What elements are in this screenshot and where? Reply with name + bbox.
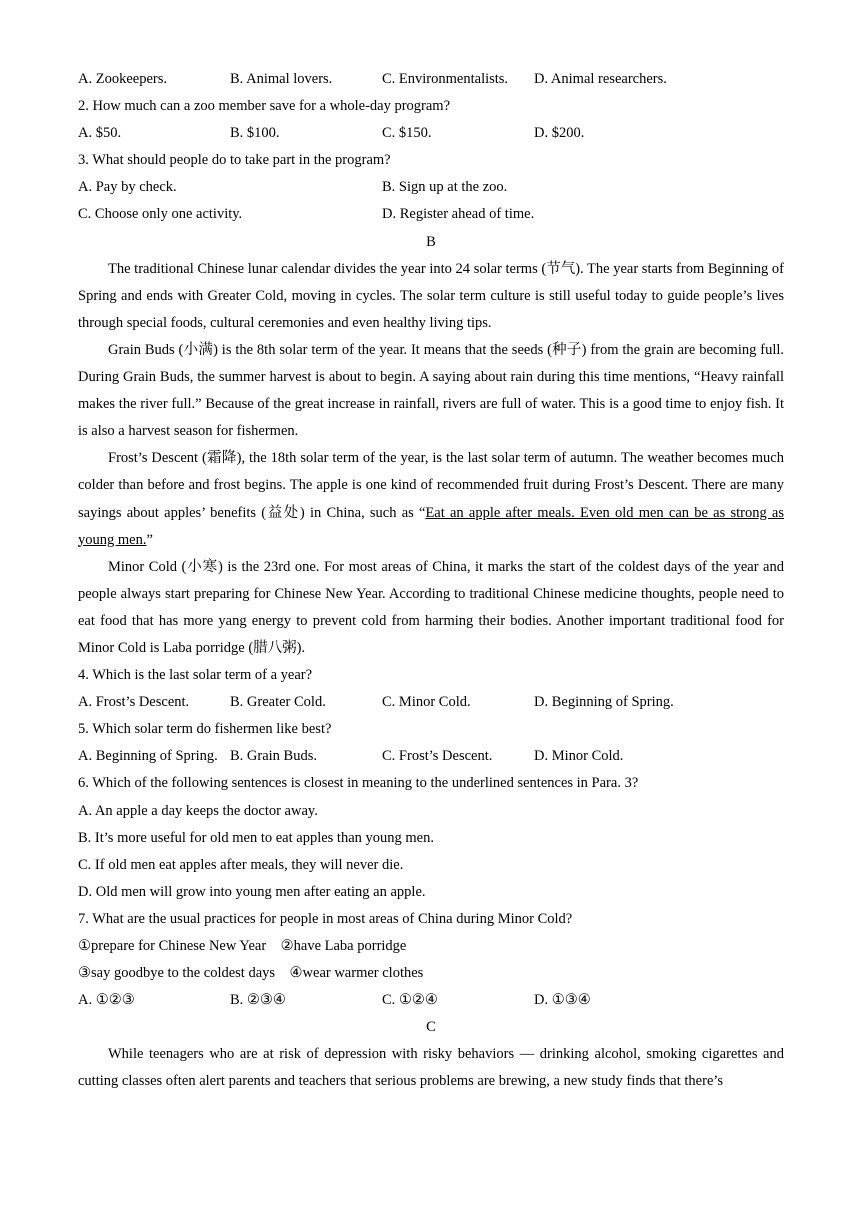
q2-option-a: A. $50.	[78, 125, 122, 142]
q2-option-b: B. $100.	[230, 125, 280, 142]
q5-option-b: B. Grain Buds.	[230, 748, 317, 765]
q5-option-c: C. Frost’s Descent.	[382, 748, 493, 765]
q2-question: 2. How much can a zoo member save for a whole-day program?	[78, 98, 451, 115]
q7-items-line-2: ③say goodbye to the coldest days ④wear warmer clothes	[78, 965, 424, 982]
paragraph-3-closing-quote: ”	[146, 531, 153, 548]
q7-option-b: B. ②③④	[230, 992, 286, 1009]
q1-options	[78, 66, 784, 93]
q6-question: 6. Which of the following sentences is closest in meaning to the underlined sentences in Para. 3?	[78, 775, 639, 792]
q7-question: 7. What are the usual practices for people in most areas of China during Minor Cold?	[78, 910, 573, 927]
q4-options	[78, 689, 784, 716]
q4-option-b: B. Greater Cold.	[230, 694, 326, 711]
q1-option-a: A. Zookeepers.	[78, 71, 167, 87]
q7-option-c: C. ①②④	[382, 992, 438, 1009]
q3-options-row2	[78, 201, 784, 228]
section-b-paragraph-4: Minor Cold (小寒) is the 23rd one. For most areas of China, it marks the start of the coldest days of the year and people always start preparing for Chinese New Year. According to traditional Chinese medicine thoughts, people need to eat food that has more yang energy to prevent cold from harming their bodies. Another important traditional food for Minor Cold is Laba porridge (腊八粥).	[78, 558, 784, 656]
q2-options	[78, 120, 784, 147]
section-b-heading: B	[426, 233, 436, 250]
underlined-sentences: Eat an apple after meals. Even old men can be as strong as young men.	[78, 504, 784, 548]
q4-option-a: A. Frost’s Descent.	[78, 694, 190, 711]
section-b-paragraph-1: The traditional Chinese lunar calendar divides the year into 24 solar terms (节气). The year starts from Beginning of Spring and ends with Greater Cold, moving in cycles. The solar term culture is still useful today to guide people’s lives through special foods, cultural ceremonies and even healthy living tips.	[78, 260, 784, 331]
q4-option-c: C. Minor Cold.	[382, 694, 471, 711]
q5-question: 5. Which solar term do fishermen like best?	[78, 721, 332, 738]
q6-option-d: D. Old men will grow into young men after eating an apple.	[78, 883, 426, 900]
q2-option-c: C. $150.	[382, 125, 432, 142]
q3-option-c: C. Choose only one activity.	[78, 206, 243, 223]
q6-option-c: C. If old men eat apples after meals, they will never die.	[78, 856, 404, 873]
q3-question: 3. What should people do to take part in the program?	[78, 152, 391, 169]
q7-option-d: D. ①③④	[534, 992, 591, 1009]
q5-options	[78, 743, 784, 770]
section-b-paragraph-3	[78, 445, 784, 553]
section-c-paragraph-1: While teenagers who are at risk of depression with risky behaviors — drinking alcohol, smoking cigarettes and cutting classes often alert parents and teachers that serious problems are brewing, a new study finds that there’s	[78, 1046, 784, 1090]
q6-option-a: A. An apple a day keeps the doctor away.	[78, 802, 318, 819]
section-c-heading: C	[426, 1019, 436, 1036]
paragraph-3-text: Frost’s Descent (霜降), the 18th solar term of the year, is the last solar term of autumn. The weather becomes much colder than before and frost begins. The apple is one kind of recommended fruit during Frost’s Descent. There are many sayings about apples’ benefits (益处) in China, such as “	[78, 450, 784, 521]
q4-option-d: D. Beginning of Spring.	[534, 694, 674, 711]
document-content	[78, 66, 784, 1096]
q1-option-b: B. Animal lovers.	[230, 71, 333, 87]
q1-option-d: D. Animal researchers.	[534, 71, 667, 87]
q3-option-a: A. Pay by check.	[78, 179, 177, 196]
q7-option-a: A. ①②③	[78, 992, 135, 1009]
q6-option-b: B. It’s more useful for old men to eat apples than young men.	[78, 829, 434, 846]
q1-option-c: C. Environmentalists.	[382, 71, 509, 87]
section-b-paragraph-2: Grain Buds (小满) is the 8th solar term of the year. It means that the seeds (种子) from the grain are becoming full. During Grain Buds, the summer harvest is about to begin. A saying about rain during this time mentions, “Heavy rainfall makes the river full.” Because of the great increase in rainfall, rivers are full of water. This is a good time to enjoy fish. It is also a harvest season for fishermen.	[78, 341, 784, 440]
q3-option-b: B. Sign up at the zoo.	[382, 179, 508, 196]
q5-option-a: A. Beginning of Spring.	[78, 748, 218, 765]
q2-option-d: D. $200.	[534, 125, 585, 142]
q5-option-d: D. Minor Cold.	[534, 748, 624, 765]
q3-option-d: D. Register ahead of time.	[382, 206, 535, 223]
q7-options	[78, 987, 784, 1014]
q4-question: 4. Which is the last solar term of a year?	[78, 667, 313, 684]
q7-items-line-1: ①prepare for Chinese New Year ②have Laba porridge	[78, 938, 407, 954]
q3-options-row1	[78, 174, 784, 201]
